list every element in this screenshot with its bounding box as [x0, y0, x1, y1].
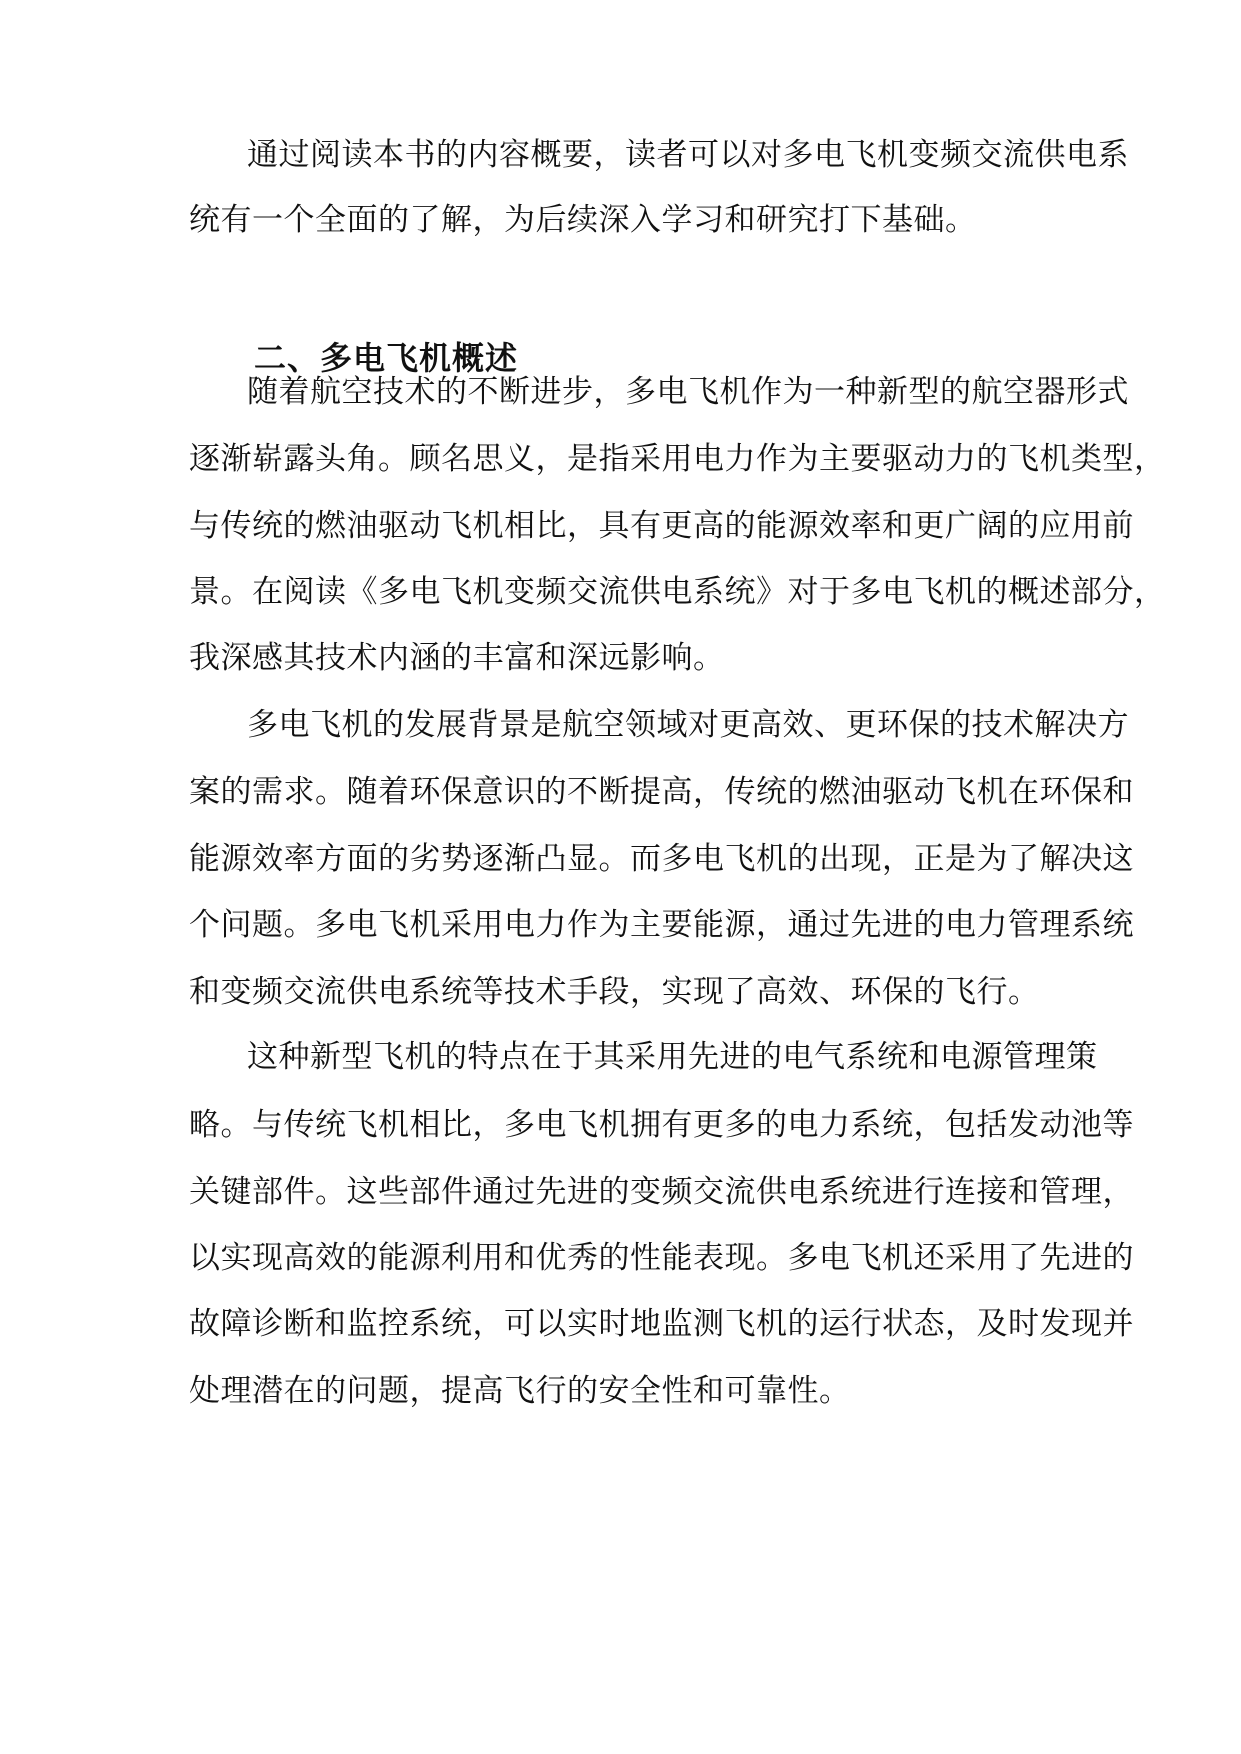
paragraph-4-line-5: 故障诊断和监控系统，可以实时地监测飞机的运行状态，及时发现并 — [189, 1306, 1134, 1342]
paragraph-4-line-4: 以实现高效的能源利用和优秀的性能表现。多电飞机还采用了先进的 — [189, 1240, 1134, 1276]
paragraph-3-line-3: 能源效率方面的劣势逐渐凸显。而多电飞机的出现，正是为了解决这 — [189, 841, 1134, 877]
paragraph-2-line-5: 我深感其技术内涵的丰富和深远影响。 — [189, 640, 725, 676]
section-heading: 二、多电飞机概述 — [254, 339, 519, 377]
paragraph-3-line-4: 个问题。多电飞机采用电力作为主要能源，通过先进的电力管理系统 — [189, 907, 1134, 943]
paragraph-1-line-1: 通过阅读本书的内容概要，读者可以对多电飞机变频交流供电系 — [247, 137, 1129, 173]
paragraph-2-line-1: 随着航空技术的不断进步，多电飞机作为一种新型的航空器形式 — [247, 374, 1129, 410]
paragraph-3-line-2: 案的需求。随着环保意识的不断提高，传统的燃油驱动飞机在环保和 — [189, 774, 1134, 810]
paragraph-2-line-3: 与传统的燃油驱动飞机相比，具有更高的能源效率和更广阔的应用前 — [189, 508, 1134, 544]
paragraph-2-line-4: 景。在阅读《多电飞机变频交流供电系统》对于多电飞机的概述部分， — [189, 574, 1166, 610]
paragraph-3-line-5: 和变频交流供电系统等技术手段，实现了高效、环保的飞行。 — [189, 974, 1040, 1010]
paragraph-4-line-2: 略。与传统飞机相比，多电飞机拥有更多的电力系统，包括发动池等 — [189, 1107, 1134, 1143]
paragraph-3-line-1: 多电飞机的发展背景是航空领域对更高效、更环保的技术解决方 — [247, 707, 1129, 743]
paragraph-4-line-3: 关键部件。这些部件通过先进的变频交流供电系统进行连接和管理， — [189, 1174, 1134, 1210]
paragraph-4-line-6: 处理潜在的问题，提高飞行的安全性和可靠性。 — [189, 1373, 851, 1409]
paragraph-4-line-1: 这种新型飞机的特点在于其采用先进的电气系统和电源管理策 — [247, 1039, 1098, 1075]
paragraph-1-line-2: 统有一个全面的了解，为后续深入学习和研究打下基础。 — [189, 202, 977, 238]
paragraph-2-line-2: 逐渐崭露头角。顾名思义，是指采用电力作为主要驱动力的飞机类型， — [189, 441, 1166, 477]
